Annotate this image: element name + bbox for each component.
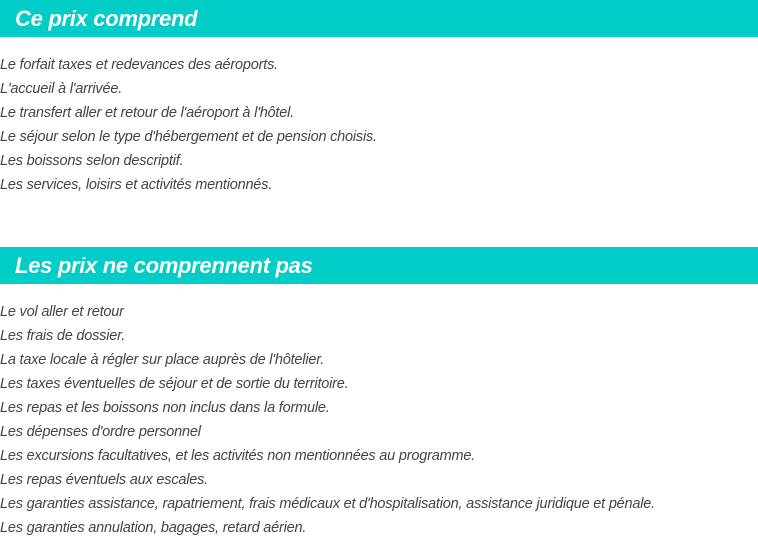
excluded-items-list <box>0 300 655 540</box>
included-item: Les boissons selon descriptif. <box>0 153 184 169</box>
included-items-list <box>0 53 377 197</box>
excluded-section-header <box>0 247 758 284</box>
included-item: Le forfait taxes et redevances des aéroports. <box>0 57 278 73</box>
included-item: Les services, loisirs et activités mentionnés. <box>0 177 273 193</box>
included-item: L'accueil à l'arrivée. <box>0 81 123 97</box>
excluded-item: Les frais de dossier. <box>0 328 126 344</box>
excluded-item: Les repas éventuels aux escales. <box>0 472 209 488</box>
included-section-title: Ce prix comprend <box>15 6 198 31</box>
included-section-header <box>0 0 758 37</box>
excluded-item: Les garanties annulation, bagages, retard aérien. <box>0 520 307 536</box>
excluded-item: La taxe locale à régler sur place auprès de l'hôtelier. <box>0 352 325 368</box>
included-item: Le transfert aller et retour de l'aéroport à l'hôtel. <box>0 105 294 121</box>
included-item: Le séjour selon le type d'hébergement et de pension choisis. <box>0 129 377 145</box>
excluded-item: Les dépenses d'ordre personnel <box>0 424 201 440</box>
excluded-item: Les taxes éventuelles de séjour et de sortie du territoire. <box>0 376 349 392</box>
excluded-item: Le vol aller et retour <box>0 304 124 320</box>
excluded-item: Les repas et les boissons non inclus dans la formule. <box>0 400 330 416</box>
excluded-section-title: Les prix ne comprennent pas <box>15 253 313 278</box>
excluded-item: Les excursions facultatives, et les activités non mentionnées au programme. <box>0 448 476 464</box>
excluded-item: Les garanties assistance, rapatriement, frais médicaux et d'hospitalisation, assistance juridique et pénale. <box>0 496 655 512</box>
